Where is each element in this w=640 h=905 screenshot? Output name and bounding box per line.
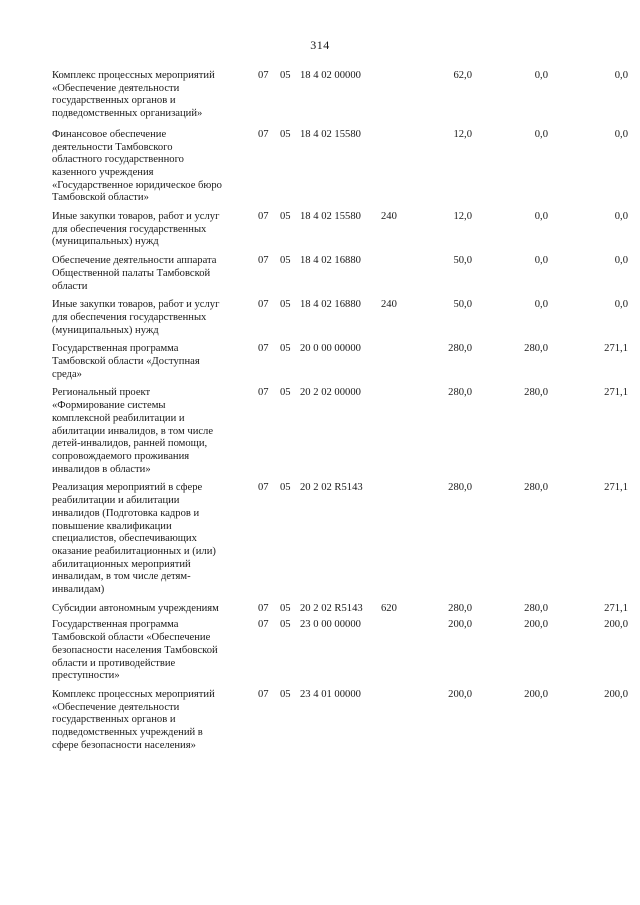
row-name-line: сопровождаемого проживания (52, 450, 190, 462)
section-code: 07 (258, 688, 269, 700)
row-name-line: казенного учреждения (52, 166, 154, 178)
row-name (52, 129, 252, 205)
amount-1: 12,0 (453, 128, 472, 140)
table-row (52, 211, 628, 249)
row-name-line: (муниципальных) нужд (52, 236, 159, 248)
row-name-line: абилитации инвалидов, в том числе (52, 425, 214, 437)
amount-1: 62,0 (453, 70, 472, 81)
target-code: 18 4 02 15580 (300, 211, 361, 223)
amount-3: 200,0 (604, 619, 628, 631)
subsection-code: 05 (280, 70, 291, 81)
row-name-line: инвалидов (Подготовка кадров и (52, 507, 200, 519)
row-name-line: Тамбовской области» (52, 192, 149, 204)
subsection-code: 05 (280, 482, 291, 494)
row-name (52, 70, 252, 121)
row-name-line: «Государственное юридическое бюро (52, 179, 222, 191)
row-name-line: Обеспечение деятельности аппарата (52, 255, 217, 267)
budget-table (52, 70, 628, 758)
section-code: 07 (258, 299, 269, 311)
row-name-line: Общественной палаты Тамбовской (52, 267, 211, 279)
row-name-line: для обеспечения государственных (52, 311, 207, 323)
row-name-line: реабилитации и абилитации (52, 495, 180, 507)
row-name-line: областного государственного (52, 154, 184, 166)
row-name-line: инвалидов в области» (52, 463, 151, 475)
section-code: 07 (258, 255, 269, 267)
target-code: 18 4 02 15580 (300, 128, 361, 140)
row-name-line: подведомственных организаций» (52, 108, 203, 120)
amount-3: 271,1 (604, 387, 628, 399)
target-code: 18 4 02 16880 (300, 299, 361, 311)
amount-3: 0,0 (614, 70, 628, 81)
table-row (52, 255, 628, 293)
amount-1: 200,0 (448, 688, 472, 700)
table-row (52, 619, 628, 683)
row-name-line: Тамбовской области «Доступная (52, 356, 200, 368)
amount-3: 0,0 (614, 128, 628, 140)
row-name-line: для обеспечения государственных (52, 223, 207, 235)
row-name-line: области (52, 280, 88, 292)
row-name-line: Государственная программа (52, 343, 179, 355)
row-name (52, 482, 252, 596)
row-name-line: деятельности Тамбовского (52, 141, 173, 153)
subsection-code: 05 (280, 688, 291, 700)
row-name (52, 603, 252, 616)
target-code: 20 0 00 00000 (300, 343, 361, 355)
target-code: 23 4 01 00000 (300, 688, 361, 700)
target-code: 20 2 02 00000 (300, 387, 361, 399)
table-row (52, 129, 628, 205)
table-row (52, 70, 628, 121)
amount-3: 271,1 (604, 482, 628, 494)
section-code: 07 (258, 619, 269, 631)
row-name-line: среда» (52, 368, 82, 380)
row-name-line: детей-инвалидов, ранней помощи, (52, 438, 208, 450)
expense-type: 620 (381, 602, 397, 614)
expense-type: 240 (381, 299, 397, 311)
amount-2: 0,0 (534, 128, 548, 140)
expense-type: 240 (381, 211, 397, 223)
row-name-line: области и противодействие (52, 657, 176, 669)
amount-2: 0,0 (534, 70, 548, 81)
section-code: 07 (258, 387, 269, 399)
section-code: 07 (258, 602, 269, 614)
row-name-line: Комплекс процессных мероприятий (52, 70, 215, 81)
row-name-line: государственных органов и (52, 714, 176, 726)
row-name-line: абилитационных мероприятий (52, 558, 191, 570)
target-code: 20 2 02 R5143 (300, 602, 363, 614)
amount-2: 200,0 (524, 619, 548, 631)
row-name (52, 299, 252, 337)
row-name-line: Государственная программа (52, 619, 179, 631)
amount-2: 0,0 (534, 255, 548, 267)
row-name (52, 689, 252, 753)
amount-1: 200,0 (448, 619, 472, 631)
row-name-line: Реализация мероприятий в сфере (52, 482, 203, 494)
section-code: 07 (258, 211, 269, 223)
subsection-code: 05 (280, 128, 291, 140)
target-code: 18 4 02 00000 (300, 70, 361, 81)
table-row (52, 299, 628, 337)
row-name-line: Иные закупки товаров, работ и услуг (52, 299, 220, 311)
amount-3: 271,1 (604, 343, 628, 355)
row-name-line: инвалидам) (52, 584, 105, 596)
subsection-code: 05 (280, 299, 291, 311)
amount-3: 0,0 (614, 211, 628, 223)
row-name (52, 343, 252, 381)
row-name-line: сфере безопасности населения» (52, 739, 196, 751)
amount-3: 271,1 (604, 602, 628, 614)
amount-3: 200,0 (604, 688, 628, 700)
row-name (52, 255, 252, 293)
amount-2: 280,0 (524, 387, 548, 399)
row-name-line: государственных органов и (52, 95, 176, 107)
amount-2: 200,0 (524, 688, 548, 700)
row-name-line: Субсидии автономным учреждениям (52, 602, 219, 614)
subsection-code: 05 (280, 343, 291, 355)
section-code: 07 (258, 343, 269, 355)
amount-1: 50,0 (453, 299, 472, 311)
page-number: 314 (310, 38, 330, 52)
row-name (52, 211, 252, 249)
row-name-line: безопасности населения Тамбовской (52, 644, 218, 656)
section-code: 07 (258, 70, 269, 81)
section-code: 07 (258, 128, 269, 140)
row-name-line: специалистов, обеспечивающих (52, 533, 197, 545)
subsection-code: 05 (280, 387, 291, 399)
amount-1: 280,0 (448, 343, 472, 355)
row-name-line: «Обеспечение деятельности (52, 701, 180, 713)
row-name-line: повышение квалификации (52, 520, 172, 532)
row-name-line: комплексной реабилитации и (52, 412, 185, 424)
row-name (52, 387, 252, 476)
row-name-line: «Формирование системы (52, 400, 166, 412)
table-row (52, 689, 628, 753)
amount-1: 280,0 (448, 387, 472, 399)
amount-1: 50,0 (453, 255, 472, 267)
target-code: 20 2 02 R5143 (300, 482, 363, 494)
amount-3: 0,0 (614, 255, 628, 267)
row-name-line: Тамбовской области «Обеспечение (52, 632, 211, 644)
row-name-line: подведомственных учреждений в (52, 727, 203, 739)
row-name-line: Иные закупки товаров, работ и услуг (52, 211, 220, 223)
table-row (52, 343, 628, 381)
row-name-line: Региональный проект (52, 387, 151, 399)
row-name-line: оказание реабилитационных и (или) (52, 545, 216, 557)
amount-2: 280,0 (524, 602, 548, 614)
table-row (52, 482, 628, 596)
subsection-code: 05 (280, 255, 291, 267)
amount-2: 280,0 (524, 482, 548, 494)
row-name (52, 619, 252, 683)
amount-2: 0,0 (534, 299, 548, 311)
amount-1: 280,0 (448, 602, 472, 614)
amount-3: 0,0 (614, 299, 628, 311)
row-name-line: инвалидам, в том числе детям- (52, 571, 191, 583)
row-name-line: (муниципальных) нужд (52, 324, 159, 336)
row-name-line: преступности» (52, 670, 120, 682)
amount-2: 280,0 (524, 343, 548, 355)
section-code: 07 (258, 482, 269, 494)
amount-2: 0,0 (534, 211, 548, 223)
row-name-line: Финансовое обеспечение (52, 128, 167, 140)
target-code: 23 0 00 00000 (300, 619, 361, 631)
row-name-line: Комплекс процессных мероприятий (52, 688, 215, 700)
table-row (52, 603, 628, 616)
row-name-line: «Обеспечение деятельности (52, 82, 180, 94)
amount-1: 12,0 (453, 211, 472, 223)
subsection-code: 05 (280, 619, 291, 631)
subsection-code: 05 (280, 602, 291, 614)
amount-1: 280,0 (448, 482, 472, 494)
target-code: 18 4 02 16880 (300, 255, 361, 267)
subsection-code: 05 (280, 211, 291, 223)
table-row (52, 387, 628, 476)
